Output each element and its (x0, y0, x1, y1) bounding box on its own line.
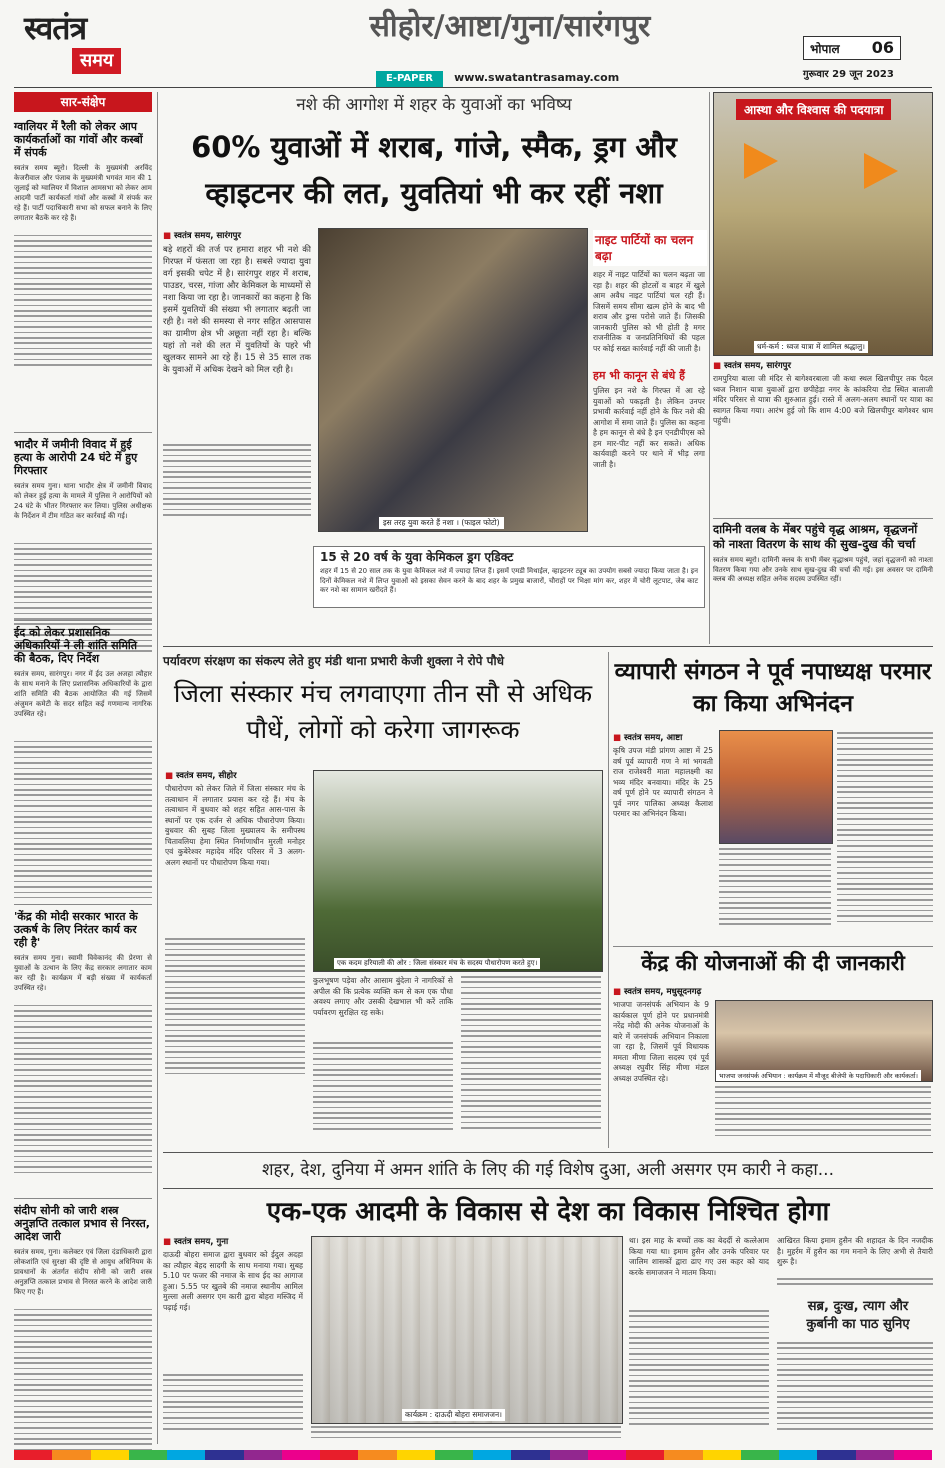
plantation-kicker: पर्यावरण संरक्षण का संकल्प लेते हुए मंडी थाना प्रभारी केजी शुक्ला ने रोपे पौधे (163, 654, 504, 668)
bottom-photo-caption: कार्यक्रम : दाऊदी बोहरा समाजजन। (402, 1409, 505, 1421)
flag-icon (864, 153, 898, 189)
epaper-bar (376, 66, 776, 82)
vyapari-headline: व्यापारी संगठन ने पूर्व नपाध्यक्ष परमार का किया अभिनंदन (614, 659, 932, 717)
logo-top: स्वतंत्र (24, 9, 87, 47)
sidebar-section-label: सार-संक्षेप (14, 92, 152, 112)
sidebar-story-body: स्वतंत्र समय ब्यूरो। दिल्ली के मुख्यमंत्री अरविंद केजरीवाल और पंजाब के मुख्यमंत्री भगवंत मान की 1 जुलाई को ग्वालियर में विशाल आमसभा को लेकर आम आदमी पार्टी कार्यकर्ता गांवों और कस्बों में संपर्क कर रहे हैं। पार्टी पदाधिकारी सभा को सफल बनाने के लिए लगातार बैठकें कर रहे हैं। (14, 163, 152, 222)
sidebar-story (14, 438, 152, 657)
yatra-photo-caption: धर्म-कर्म : ध्वज यात्रा में शामिल श्रद्धालु। (754, 341, 868, 353)
sidebar-story-headline: भादौर में जमीनी विवाद में हुई हत्या के आरोपी 24 घंटे में हुए गिरफ्तार (14, 438, 138, 478)
flag-icon (744, 143, 778, 179)
plantation-body2: कुलभूषण पड़ेवा और आसाम बुंदेला ने नागरिकों से अपील की कि प्रत्येक व्यक्ति कम से कम एक पौधा अवश्य लगाए और उसकी देखभाल भी करें ताकि पर्यावरण सुरक्षित रह सके। (313, 976, 453, 1017)
sidebar-story-body: स्वतंत्र समय, गुना। कलेक्टर एवं जिला दंडाधिकारी द्वारा लोकशांति एवं सुरक्षा की दृष्टि से आयुध अधिनियम के प्रावधानों के अंतर्गत संदीप सोनी को जारी शस्त्र अनुज्ञप्ति तत्काल प्रभाव से निरस्त करने के आदेश जारी किए गए हैं। (14, 1247, 152, 1296)
logo (24, 8, 142, 86)
sidebar-story-body: स्वतंत्र समय गुना। स्वामी विवेकानंद की प्रेरणा से युवाओं के उत्थान के लिए केंद्र सरकार लगातार काम कर रही है। कार्यक्रम में बड़ी संख्या में कार्यकर्ता उपस्थित रहे। (14, 953, 152, 992)
yatra-story (713, 92, 933, 512)
lead-body: बड़े शहरों की तर्ज पर हमारा शहर भी नशे की गिरफ्त में फंसता जा रहा है। सबसे ज्यादा युवा वर्ग इसकी चपेट में है। सारंगपुर शहर में शराब, पाउडर, चरस, गांजा और केमिकल के माध्यमों से नशा किया जा रहा है। जानकारों का कहना है कि इसमें युवतियों की संख्या भी लगातार बढ़ती जा रही है। नशे की समस्या से नगर सहित आसपास का ग्रामीण क्षेत्र भी अछूता नहीं रहा है। बल्कि यहां तो नशे की लत में युवतियों के पहरे भी खुलकर सामने आ रहे हैं। 15 से 35 साल तक के युवाओं में अधिक देखने को मिल रही है। (163, 245, 311, 375)
bottom-body2: था। इस माह के बच्चों तक का बेदर्दी से कत्लेआम किया गया था। इमाम हुसैन और उनके परिवार पर जालिम शासकों द्वारा ढाए गए उस कहर को याद करके समाजजन ने मातम किया। (629, 1236, 769, 1277)
color-strip (14, 1450, 932, 1460)
plantation-story (163, 652, 603, 1152)
plantation-photo-caption: एक कदम हरियाली की ओर : जिला संस्कार मंच के सदस्य पौधारोपण करते हुए। (334, 958, 540, 969)
bottom-body3: आखिरत किया इमाम हुसैन की शहादत के दिन नजदीक है। मुहर्रम में हुसैन का गम मनाने के लिए अभी से तैयारी शुरू है। (777, 1236, 933, 1266)
pull-quote: सब्र, दुःख, त्याग और कुर्बानी का पाठ सुनिए (806, 1299, 910, 1332)
yatra-label: आस्था और विश्वास की पदयात्रा (736, 99, 891, 120)
bottom-headline: एक-एक आदमी के विकास से देश का विकास निश्चित होगा (266, 1197, 830, 1227)
lead-headline: 60% युवाओं में शराब, गांजे, स्मैक, ड्रग और व्हाइटनर की लत, युवतियां भी कर रहीं नशा (191, 130, 677, 210)
masthead (0, 0, 945, 88)
subhead-law: हम भी कानून से बंधे हैं (593, 369, 685, 382)
chemical-box-body: शहर में 15 से 20 साल तक के युवा केमिकल नशे में ज्यादा लिप्त हैं। इसमें एमडी मिथाईल, व्हाइटनर ट्यूब का उपयोग सबसे ज्यादा किया जाता है। इन दिनों केमिकल नशे में लिप्त युवाओं को इसका सेवन करने के बाद शहर के प्रमुख बाजारों, चौराहों पर भिक्षा मांग कर, शहर में चोरी लूटपाट, जेब काट कर नशे का सामान खरीदते हैं। (320, 567, 698, 594)
lead-story (163, 92, 705, 640)
chemical-box-title: 15 से 20 वर्ष के युवा केमिकल ड्रग एडिक्ट (320, 550, 514, 564)
yojana-byline: ■ स्वतंत्र समय, मधुसूदनगढ़ (613, 986, 813, 997)
bottom-story (163, 1192, 933, 1444)
plantation-body: पौधारोपण को लेकर जिले में जिला संस्कार मंच के तत्वाधान में लगातार प्रयास कर रहे हैं। मंच के तत्वाधान में बुधवार को शहर सहित आस-पास के स्थानों पर एक दर्जन से अधिक पौधारोपण किया। बुधवार की सुबह जिला मुख्यालय के समीपस्थ चितावलिया हेमा स्थित निर्माणाधीन मुरली मनोहर एवं कुबेरेश्वर महादेव मंदिर परिसर में 3 अलग-अलग स्थानों पर पौधारोपण किया गया। (165, 784, 305, 867)
page-info (803, 36, 923, 82)
chemical-box (313, 546, 705, 608)
subhead-night-parties: नाइट पार्टियों का चलन बढ़ा (593, 230, 707, 266)
yojana-body: भाजपा जनसंपर्क अभियान के 9 कार्यकाल पूर्ण होने पर प्रधानमंत्री नरेंद्र मोदी की अनेक योजनाओं के बारे में जनसंपर्क अभियान निकाला जा रहा है, जिसमें पूर्व विधायक ममता मीणा जिला सदस्य एवं पूर्व अध्यक्ष रघुवीर सिंह मीणा मंडल अध्यक्ष उपस्थित रहे। (613, 1000, 709, 1083)
sidebar-story-headline: संदीप सोनी को जारी शस्त्र अनुज्ञप्ति तत्काल प्रभाव से निरस्त, आदेश जारी (14, 1204, 150, 1244)
vriddhashram-story (713, 522, 933, 640)
logo-bottom: समय (72, 48, 121, 74)
subhead-night-parties-body: शहर में नाइट पार्टियों का चलन बढ़ता जा रहा है। शहर की होटलों व बाहर में खुले आम अवैध नाइट पार्टियां चल रही हैं। जिसमें समय सीमा खत्म होने के बाद भी शराब और ड्रग्स परोसे जाते हैं। जिसकी जानकारी पुलिस को भी होती है मगर राजनीतिक व जनप्रतिनिधियों की पहल पर कोई सख्त कार्रवाई नहीं की जाती है। (593, 270, 705, 353)
sidebar-story-body: स्वतंत्र समय गुना। थाना भादौर क्षेत्र में जमीनी विवाद को लेकर हुई हत्या के मामले में पुलिस ने आरोपियों को 24 घंटे के भीतर गिरफ्तार कर लिया। पुलिस अधीक्षक के निर्देशन में टीम गठित कर कार्रवाई की गई। (14, 481, 152, 520)
page-number: 06 (871, 38, 894, 57)
bottom-byline: ■ स्वतंत्र समय, गुना (163, 1236, 303, 1247)
sidebar-story (14, 1204, 152, 1459)
sidebar-story-headline: ईद को लेकर प्रशासनिक अधिकारियों ने ली शांति समिति की बैठक, दिए निर्देश (14, 626, 138, 666)
vyapari-photo (719, 730, 833, 844)
plantation-photo (313, 770, 603, 972)
ribbon-headline: शहर, देश, दुनिया में अमन शांति के लिए की गई विशेष दुआ, अली असगर एम कारी ने कहा... (262, 1160, 834, 1180)
lead-kicker: नशे की आगोश में शहर के युवाओं का भविष्य (296, 95, 572, 115)
city-label: भोपाल (810, 42, 840, 56)
subhead-law-body: पुलिस इन नशे के गिरफ्त में आ रहे युवाओं को पकड़ती है। लेकिन उनपर प्रभावी कार्रवाई नहीं होने के फिर नशे की आगोश में समा जाते हैं। पुलिस का कहना है हम कानून से बंधे है इन एनडीपीएस को हम मार-पीट नहीं कर सकते। अधिक कार्यवाही करने पर थाने में भीड़ लगा जाती है। (593, 386, 705, 469)
yojana-story (613, 946, 933, 1146)
yojana-photo-caption: भाजपा जनसंपर्क अभियान : कार्यक्रम में मौजूद बीजेपी के पदाधिकारी और कार्यकर्ता। (716, 1070, 921, 1081)
lead-photo (318, 228, 588, 532)
bottom-body: दाऊदी बोहरा समाज द्वारा बुधवार को ईदुल अदहा का त्यौहार बेहद सादगी के साथ मनाया गया। सुबह 5.10 पर फजर की नमाज के साथ ईद का आगाज हुआ। 5.55 पर खुतबे की नमाज स्थानीय आमिल मुल्ला अली असगर एम कारी द्वारा बोहरा मस्जिद में पढ़ाई गई। (163, 1250, 303, 1312)
vriddhashram-body: स्वतंत्र समय ब्यूरो। दामिनी क्लब के सभी मेंबर वृद्धाश्रम पहुंचे, जहां वृद्धजनों को नाश्ता वितरण किया गया और उनके साथ सुख-दुख की चर्चा की गई। इस अवसर पर दामिनी क्लब की अध्यक्ष सहित अनेक सदस्य उपस्थित रहीं। (713, 556, 933, 583)
sidebar-story-headline: ग्वालियर में रैली को लेकर आप कार्यकर्ताओं का गांवों और कस्बों में संपर्क (14, 120, 143, 160)
website-link[interactable]: www.swatantrasamay.com (454, 71, 620, 84)
yatra-byline: ■ स्वतंत्र समय, सारंगपुर (713, 360, 821, 371)
yojana-photo (715, 1000, 933, 1082)
lead-photo-caption: इस तरह युवा करते हैं नशा । (फाइल फोटो) (379, 517, 504, 529)
bottom-photo (311, 1236, 623, 1424)
yatra-photo (713, 92, 933, 356)
lead-byline: ■ स्वतंत्र समय, सारंगपुर (163, 230, 311, 241)
sidebar-story (14, 626, 152, 911)
plantation-headline: जिला संस्कार मंच लगवाएगा तीन सौ से अधिक पौधें, लोगों को करेगा जागरूक (173, 679, 593, 744)
sidebar-story (14, 910, 152, 1181)
vyapari-story (613, 656, 933, 942)
sidebar-story (14, 120, 152, 375)
edition-title: सीहोर/आष्टा/गुना/सारंगपुर (369, 9, 651, 44)
vyapari-byline: ■ स्वतंत्र समय, आष्टा (613, 732, 713, 743)
yatra-body: रामपुरिया बाला जी मंदिर से बागेश्वरबाला जी कथा स्थल खिलचीपुर तक पैदल ध्वज निशान यात्रा युवाओं द्वारा छपीहेड़ा नगर के कांकरिया रोड स्थित बालाजी मंदिर परिसर से यात्रा की शुरुआत हुई। रास्ते में अलग-अलग स्थानों पर यात्रा का स्वागत किया गया। आरंभ हुई जो कि शाम 4:00 बजे खिलचीपुर बागेश्वर धाम पहुंची। (713, 374, 933, 425)
sidebar-story-body: स्वतंत्र समय, सारंगपुर। नगर में ईद उल अजहा त्यौहार के साथ मनाने के लिए प्रशासनिक अधिकारियों के द्वारा शांति समिति की बैठक आयोजित की गई जिसमें अंजुमन कमेटी के सदर सहित कई गणमान्य नागरिक उपस्थित रहे। (14, 669, 152, 718)
yojana-headline: केंद्र की योजनाओं की दी जानकारी (641, 951, 905, 975)
sidebar (14, 92, 152, 1444)
vyapari-body: कृषि उपज मंडी प्रांगण आष्टा में 25 वर्ष पूर्व व्यापारी गण ने मां भगवती राज राजेश्वरी माता महालक्ष्मी का भव्य मंदिर बनवाया। मंदिर के 25 वर्ष पूर्ण होने पर व्यापारी संगठन ने पूर्व नगर पालिका अध्यक्ष कैलाश परमार का अभिनंदन किया। (613, 746, 713, 818)
issue-date: गुरूवार 29 जून 2023 (803, 69, 894, 80)
plantation-byline: ■ स्वतंत्र समय, सीहोर (165, 770, 305, 781)
epaper-label: E-PAPER (376, 71, 443, 87)
vriddhashram-headline: दामिनी वलब के मेंबर पहुंचे वृद्ध आश्रम, वृद्धजनों को नाश्ता वितरण के साथ की सुख-दुख की चर्चा (713, 522, 918, 551)
sidebar-story-headline: 'केंद्र की मोदी सरकार भारत के उत्कर्ष के लिए निरंतर कार्य कर रही है' (14, 910, 138, 950)
